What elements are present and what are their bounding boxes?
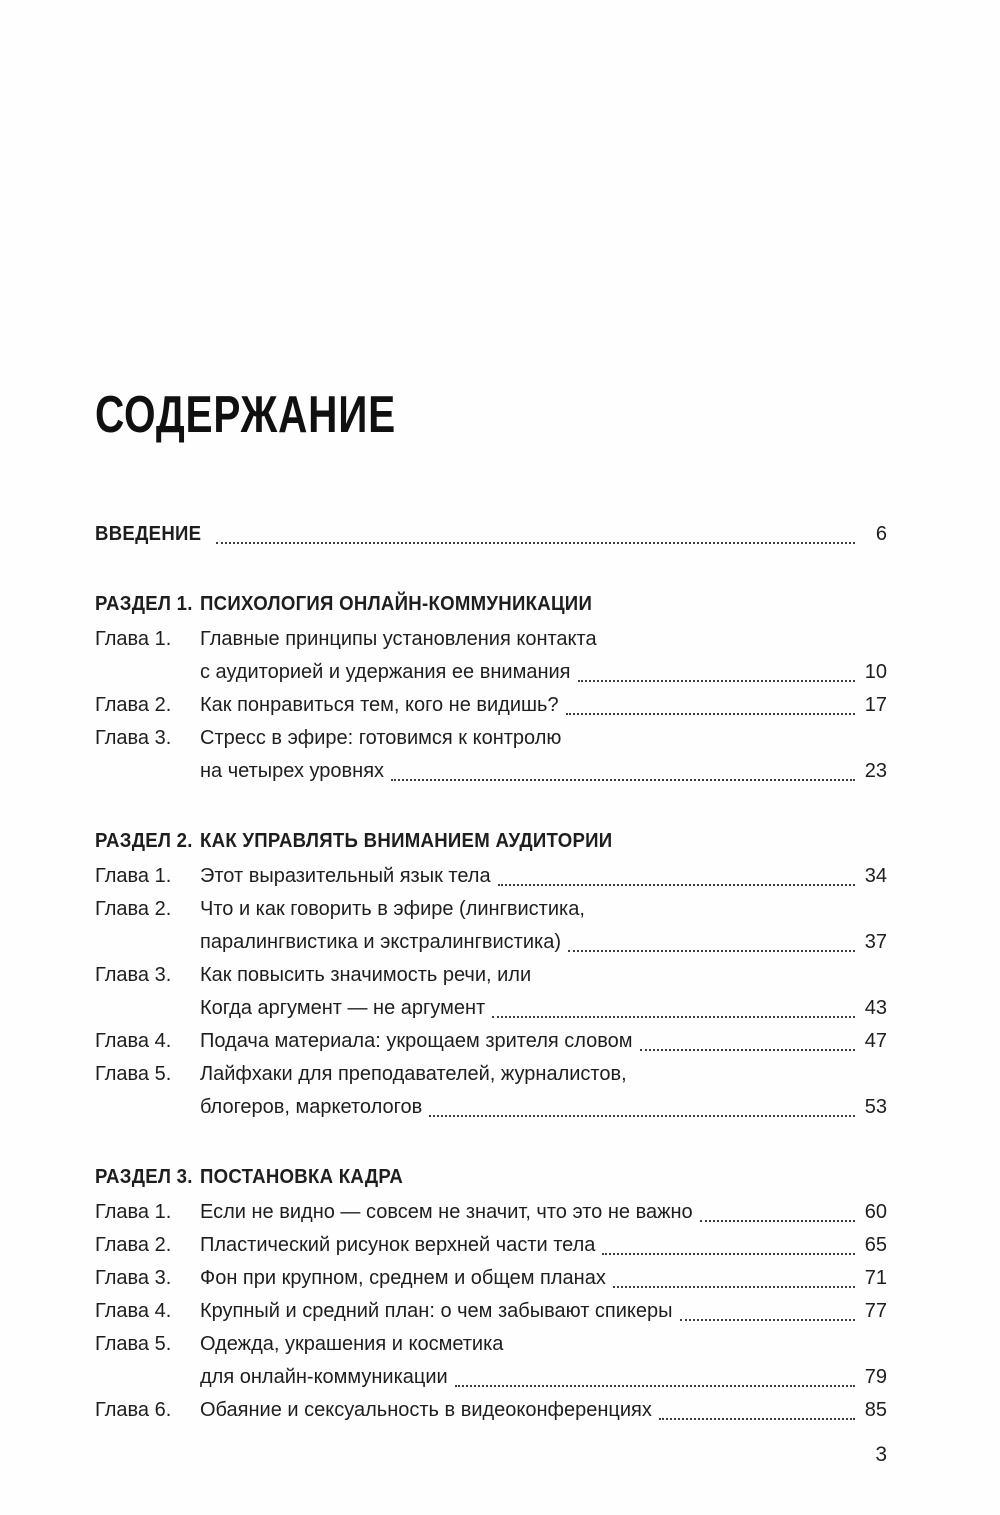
chapter-title-line: Главные принципы установления контакта bbox=[200, 628, 597, 650]
chapter-page-number: 79 bbox=[864, 1366, 887, 1388]
chapter-title-line: Одежда, украшения и косметика bbox=[200, 1333, 504, 1355]
chapter-label: Глава 1. bbox=[95, 865, 172, 887]
toc-section-2 bbox=[95, 825, 887, 1124]
dot-leader bbox=[391, 779, 855, 781]
chapter-label: Глава 1. bbox=[95, 628, 172, 650]
chapter-label: Глава 3. bbox=[95, 727, 172, 749]
chapter-title-line: Как повысить значимость речи, или bbox=[200, 964, 532, 986]
section-heading bbox=[95, 825, 887, 858]
chapter-title-line: Что и как говорить в эфире (лингвистика, bbox=[200, 898, 585, 920]
chapter-label: Глава 5. bbox=[95, 1063, 172, 1085]
section-title: ПОСТАНОВКА КАДРА bbox=[200, 1166, 404, 1188]
chapter-page-number: 34 bbox=[864, 865, 887, 887]
chapter-title-line: Когда аргумент — не аргумент bbox=[200, 997, 486, 1019]
section-heading bbox=[95, 588, 887, 621]
chapter-label: Глава 3. bbox=[95, 964, 172, 986]
page-title: СОДЕРЖАНИЕ bbox=[95, 386, 397, 444]
chapter-label: Глава 6. bbox=[95, 1399, 172, 1421]
intro-page-number: 6 bbox=[875, 523, 887, 545]
dot-leader bbox=[700, 1220, 855, 1222]
chapter-label: Глава 3. bbox=[95, 1267, 172, 1289]
section-label: РАЗДЕЛ 2. bbox=[95, 830, 193, 852]
toc-entry bbox=[95, 1058, 887, 1124]
chapter-page-number: 65 bbox=[864, 1234, 887, 1256]
dot-leader bbox=[602, 1253, 855, 1255]
chapter-label: Глава 5. bbox=[95, 1333, 172, 1355]
chapter-title-line: с аудиторией и удержания ее внимания bbox=[200, 661, 571, 683]
toc-section-1 bbox=[95, 588, 887, 788]
chapter-page-number: 37 bbox=[864, 931, 887, 953]
dot-leader bbox=[492, 1016, 855, 1018]
toc-entry bbox=[95, 689, 887, 722]
chapter-label: Глава 2. bbox=[95, 898, 172, 920]
dot-leader bbox=[659, 1418, 855, 1420]
chapter-label: Глава 2. bbox=[95, 1234, 172, 1256]
dot-leader bbox=[429, 1115, 855, 1117]
section-label: РАЗДЕЛ 3. bbox=[95, 1166, 193, 1188]
toc-entry bbox=[95, 860, 887, 893]
toc-entry bbox=[95, 1196, 887, 1229]
chapter-title-line: Стресс в эфире: готовимся к контролю bbox=[200, 727, 562, 749]
toc-entry bbox=[95, 1328, 887, 1394]
chapter-title-line: Если не видно — совсем не значит, что это не важно bbox=[200, 1201, 693, 1223]
section-heading bbox=[95, 1161, 887, 1194]
dot-leader bbox=[640, 1049, 855, 1051]
section-title: КАК УПРАВЛЯТЬ ВНИМАНИЕМ АУДИТОРИИ bbox=[200, 830, 613, 852]
toc-entry bbox=[95, 623, 887, 689]
dot-leader bbox=[568, 950, 855, 952]
folio-page-number: 3 bbox=[875, 1443, 887, 1466]
chapter-page-number: 47 bbox=[864, 1030, 887, 1052]
chapter-page-number: 10 bbox=[864, 661, 887, 683]
toc-entry bbox=[95, 1295, 887, 1328]
chapter-title-line: паралингвистика и экстралингвистика) bbox=[200, 931, 561, 953]
chapter-title-line: Крупный и средний план: о чем забывают спикеры bbox=[200, 1300, 673, 1322]
chapter-page-number: 23 bbox=[864, 760, 887, 782]
dot-leader bbox=[578, 680, 856, 682]
chapter-label: Глава 1. bbox=[95, 1201, 172, 1223]
toc-entry bbox=[95, 959, 887, 1025]
chapter-title-line: Подача материала: укрощаем зрителя словом bbox=[200, 1030, 633, 1052]
chapter-title-line: Фон при крупном, среднем и общем планах bbox=[200, 1267, 606, 1289]
toc-entry bbox=[95, 1394, 887, 1427]
chapter-page-number: 43 bbox=[864, 997, 887, 1019]
dot-leader bbox=[216, 542, 855, 544]
toc-section-3 bbox=[95, 1161, 887, 1427]
chapter-title-line: на четырех уровнях bbox=[200, 760, 385, 782]
table-of-contents bbox=[95, 518, 887, 1427]
chapter-page-number: 53 bbox=[864, 1096, 887, 1118]
chapter-title-line: Обаяние и сексуальность в видеоконференциях bbox=[200, 1399, 652, 1421]
chapter-title-line: Пластический рисунок верхней части тела bbox=[200, 1234, 596, 1256]
chapter-page-number: 85 bbox=[864, 1399, 887, 1421]
chapter-label: Глава 4. bbox=[95, 1300, 172, 1322]
chapter-title-line: для онлайн-коммуникации bbox=[200, 1366, 448, 1388]
section-title: ПСИХОЛОГИЯ ОНЛАЙН-КОММУНИКАЦИИ bbox=[200, 593, 593, 615]
toc-entry bbox=[95, 1025, 887, 1058]
dot-leader bbox=[680, 1319, 855, 1321]
intro-label: ВВЕДЕНИЕ bbox=[95, 523, 202, 545]
chapter-title-line: Этот выразительный язык тела bbox=[200, 865, 491, 887]
section-label: РАЗДЕЛ 1. bbox=[95, 593, 193, 615]
chapter-page-number: 17 bbox=[864, 694, 887, 716]
chapter-page-number: 71 bbox=[864, 1267, 887, 1289]
chapter-title-line: Лайфхаки для преподавателей, журналистов, bbox=[200, 1063, 627, 1085]
dot-leader bbox=[613, 1286, 855, 1288]
toc-entry bbox=[95, 1262, 887, 1295]
dot-leader bbox=[455, 1385, 855, 1387]
chapter-label: Глава 2. bbox=[95, 694, 172, 716]
chapter-title-line: Как понравиться тем, кого не видишь? bbox=[200, 694, 559, 716]
toc-entry bbox=[95, 722, 887, 788]
toc-entry bbox=[95, 1229, 887, 1262]
chapter-page-number: 60 bbox=[864, 1201, 887, 1223]
toc-entry-introduction bbox=[95, 518, 887, 551]
toc-entry bbox=[95, 893, 887, 959]
chapter-label: Глава 4. bbox=[95, 1030, 172, 1052]
chapter-title-line: блогеров, маркетологов bbox=[200, 1096, 423, 1118]
dot-leader bbox=[498, 884, 855, 886]
dot-leader bbox=[566, 713, 855, 715]
chapter-page-number: 77 bbox=[864, 1300, 887, 1322]
